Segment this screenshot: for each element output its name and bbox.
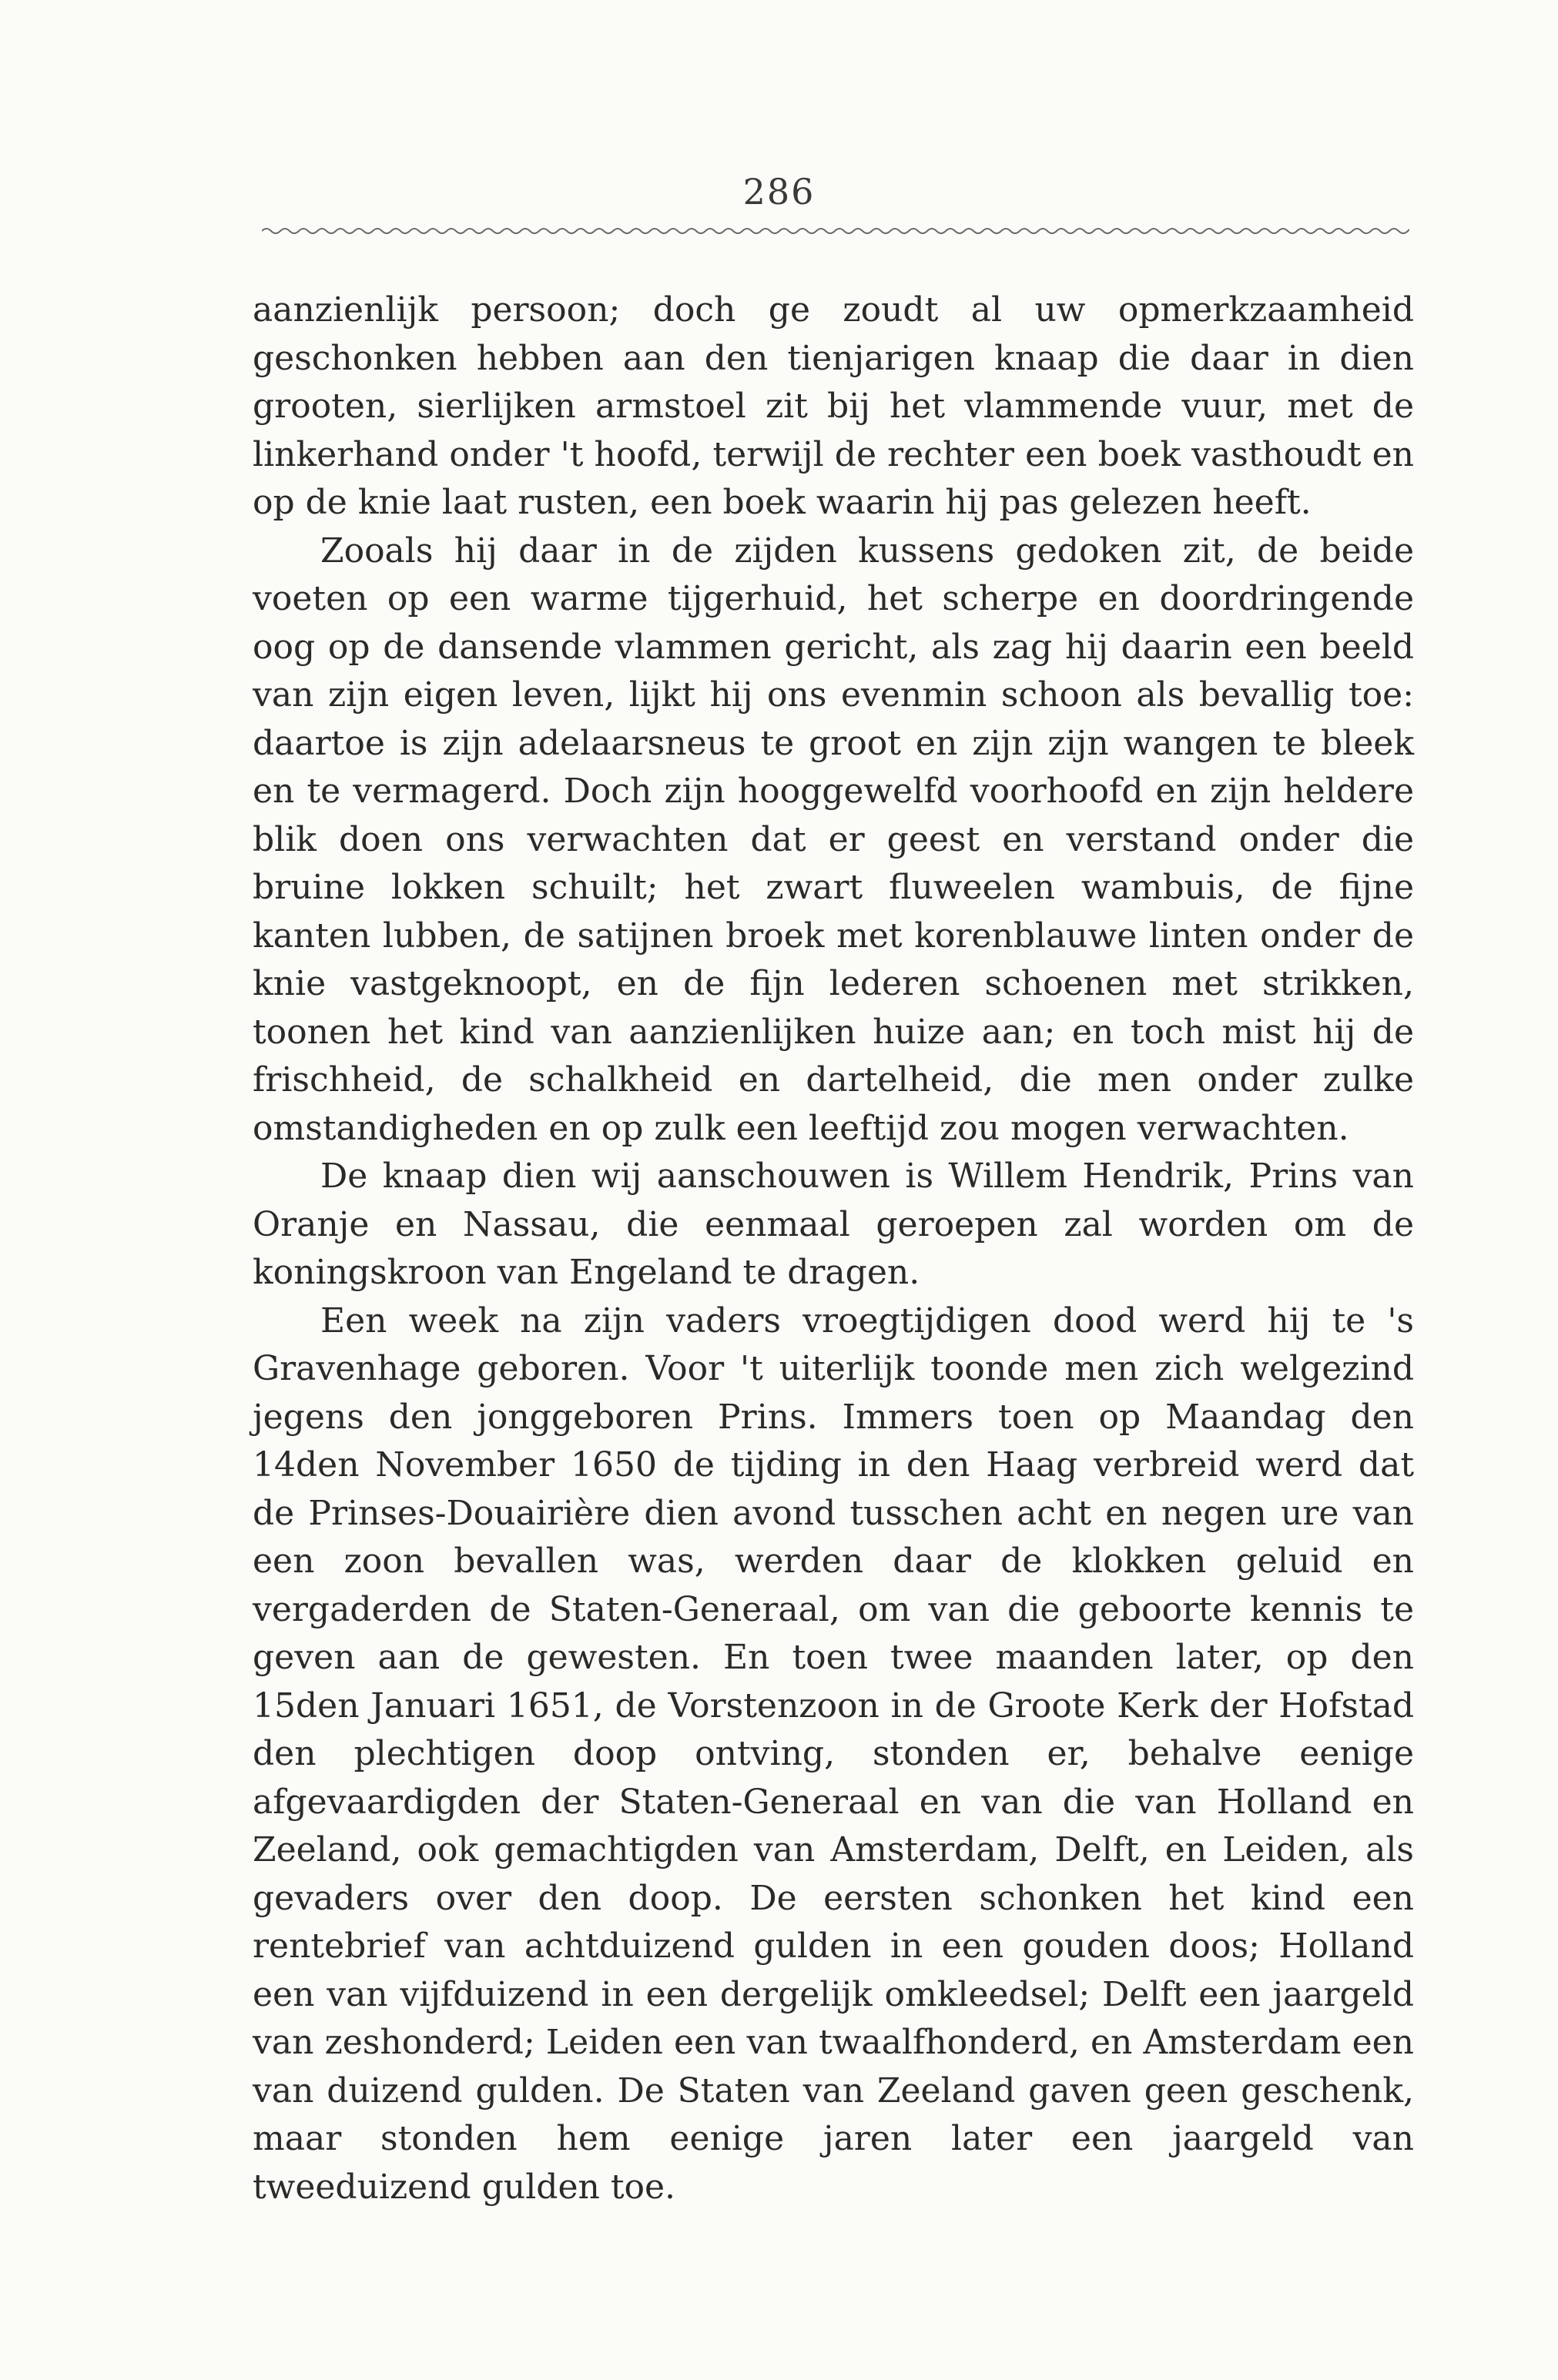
- paragraph: Een week na zijn vaders vroegtijdigen dood werd hij te 's Gravenhage geboren. Voor 't uiterlijk toonde men zich welgezind jegens den jonggeboren Prins. Immers toen op Maandag den 14den November 1650 de tijding in den Haag verbreid werd dat de Prinses-Douairière dien avond tusschen acht en negen ure van een zoon bevallen was, werden daar de klokken geluid en vergaderden de Staten-Generaal, om van die geboorte kennis te geven aan de gewesten. En toen twee maanden later, op den 15den Januari 1651, de Vorstenzoon in de Groote Kerk der Hofstad den plechtigen doop ontving, stonden er, behalve eenige afgevaardigden der Staten-Generaal en van die van Holland en Zeeland, ook gemachtigden van Amsterdam, Delft, en Leiden, als gevaders over den doop. De eersten schonken het kind een rentebrief van achtduizend gulden in een gouden doos; Holland een van vijfduizend in een dergelijk omkleedsel; Delft een jaargeld van zeshonderd; Leiden een van twaalfhonderd, en Amsterdam een van duizend gulden. De Staten van Zeeland gaven geen geschenk, maar stonden hem eenige jaren later een jaargeld van tweeduizend gulden toe.: [253, 1300, 1414, 2207]
- paragraph: Zooals hij daar in de zijden kussens gedoken zit, de beide voeten op een warme tijgerhuid, het scherpe en doordringende oog op de dansende vlammen gericht, als zag hij daarin een beeld van zijn eigen leven, lijkt hij ons evenmin schoon als bevallig toe: daartoe is zijn adelaarsneus te groot en zijn zijn wangen te bleek en te vermagerd. Doch zijn hooggewelfd voorhoofd en zijn heldere blik doen ons verwachten dat er geest en verstand onder die bruine lokken schuilt; het zwart fluweelen wambuis, de fijne kanten lubben, de satijnen broek met korenblauwe linten onder de knie vastgeknoopt, en de fijn lederen schoenen met strikken, toonen het kind van aanzienlijken huize aan; en toch mist hij de frischheid, de schalkheid en dartelheid, die men onder zulke omstandigheden en op zulk een leeftijd zou mogen verwachten.: [253, 531, 1414, 1148]
- paragraph-continuation: aanzienlijk persoon; doch ge zoudt al uw opmerkzaamheid geschonken hebben aan den tienjarigen knaap die daar in dien grooten, sierlijken armstoel zit bij het vlammende vuur, met de linkerhand onder 't hoofd, terwijl de rechter een boek vasthoudt en op de knie laat rusten, een boek waarin hij pas gelezen heeft.: [253, 290, 1414, 522]
- paragraph: De knaap dien wij aanschouwen is Willem Hendrik, Prins van Oranje en Nassau, die eenmaal geroepen zal worden om de koningskroon van Engeland te dragen.: [253, 1157, 1414, 1292]
- body-text: [253, 286, 1414, 2211]
- page-number: 286: [742, 171, 816, 213]
- decorative-wavy-rule: [262, 223, 1409, 239]
